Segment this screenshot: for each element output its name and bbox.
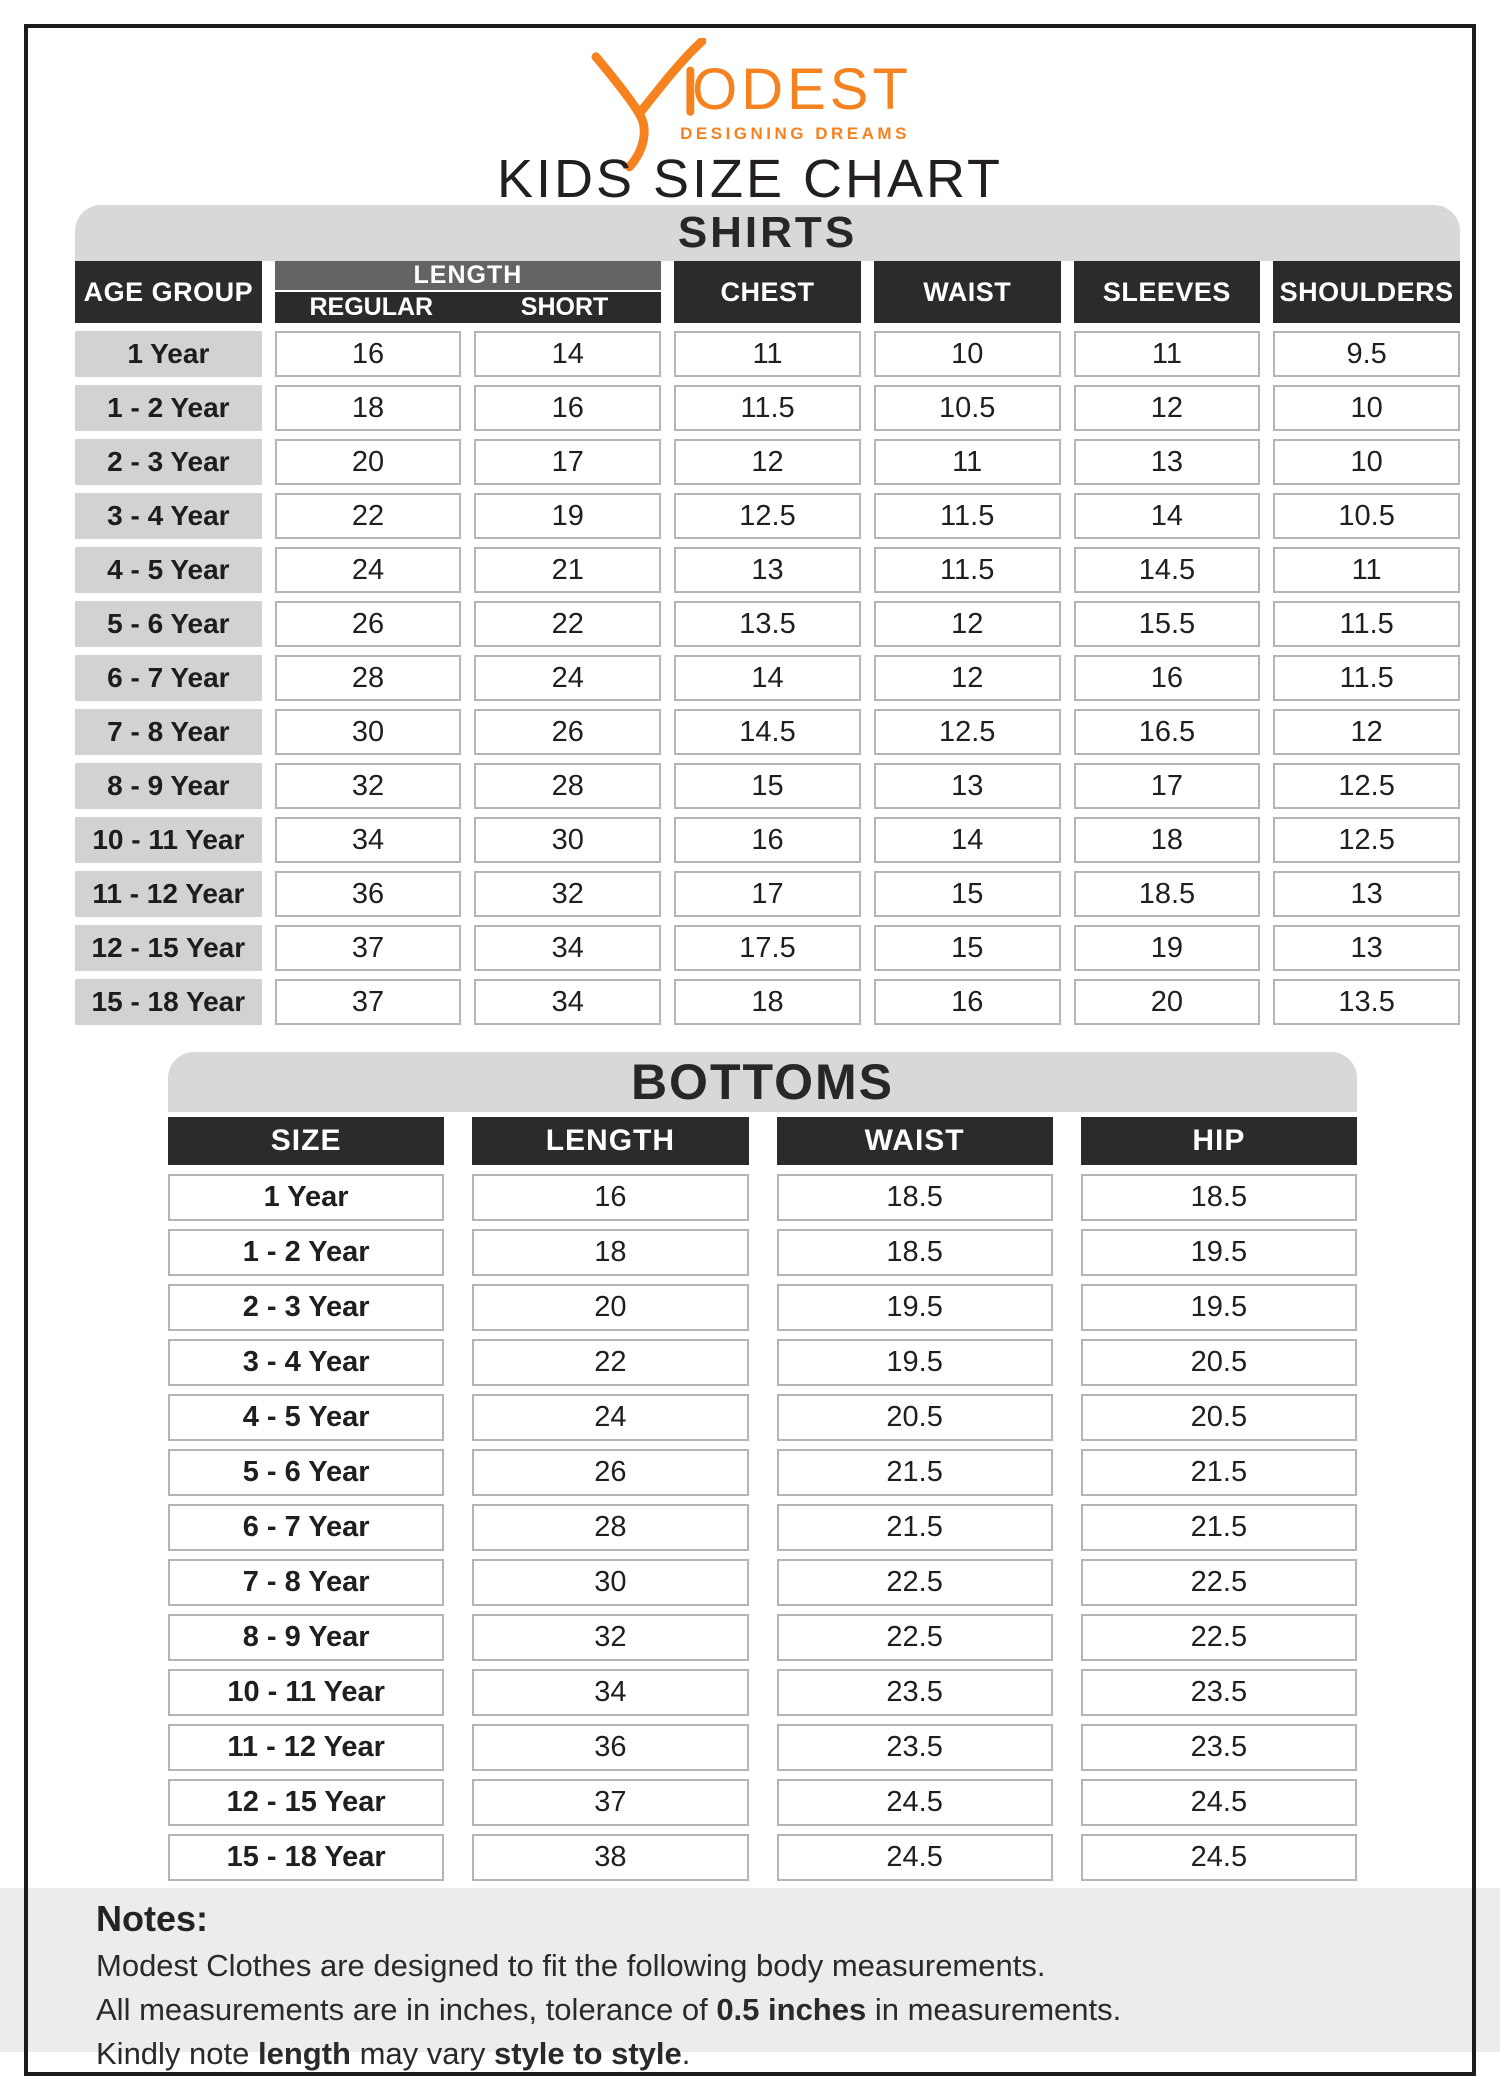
bottoms-table-row	[168, 1339, 1357, 1386]
shirts-table-row	[75, 979, 1460, 1025]
shirts-header-row	[75, 261, 1460, 323]
shirts-shoulders-cell: 13	[1273, 871, 1460, 917]
shirts-table-row	[75, 439, 1460, 485]
shirts-table-row	[75, 871, 1460, 917]
shirts-waist-cell: 15	[874, 925, 1061, 971]
shirts-waist-cell: 14	[874, 817, 1061, 863]
bottoms-size-cell: 12 - 15 Year	[168, 1779, 444, 1826]
shirts-age-cell: 6 - 7 Year	[75, 655, 262, 701]
shirts-waist-cell: 12	[874, 601, 1061, 647]
shirts-waist-cell: 10	[874, 331, 1061, 377]
shirts-shoulders-cell: 13.5	[1273, 979, 1460, 1025]
shirts-sleeves-cell: 16.5	[1074, 709, 1261, 755]
shirts-header-waist: WAIST	[874, 261, 1061, 323]
bottoms-header-row	[168, 1117, 1357, 1165]
shirts-waist-cell: 10.5	[874, 385, 1061, 431]
shirts-waist-cell: 11.5	[874, 547, 1061, 593]
bottoms-size-cell: 15 - 18 Year	[168, 1834, 444, 1881]
shirts-header-short: SHORT	[520, 293, 609, 321]
shirts-table-row	[75, 763, 1460, 809]
shirts-waist-cell: 12.5	[874, 709, 1061, 755]
bottoms-length-cell: 22	[472, 1339, 748, 1386]
shirts-age-cell: 11 - 12 Year	[75, 871, 262, 917]
bottoms-waist-cell: 22.5	[777, 1614, 1053, 1661]
bottoms-size-cell: 2 - 3 Year	[168, 1284, 444, 1331]
bottoms-waist-cell: 24.5	[777, 1834, 1053, 1881]
note-line-2-bold: 0.5 inches	[716, 1992, 867, 2028]
shirts-chest-cell: 14	[674, 655, 861, 701]
shirts-sleeves-cell: 18	[1074, 817, 1261, 863]
bottoms-hip-cell: 23.5	[1081, 1669, 1357, 1716]
shirts-sleeves-cell: 14.5	[1074, 547, 1261, 593]
shirts-header-length-group	[275, 261, 661, 323]
page-title: KIDS SIZE CHART	[496, 149, 1004, 209]
bottoms-length-cell: 28	[472, 1504, 748, 1551]
shirts-table-row	[75, 601, 1460, 647]
shirts-header-shoulders: SHOULDERS	[1273, 261, 1460, 323]
shirts-chest-cell: 13	[674, 547, 861, 593]
bottoms-waist-cell: 18.5	[777, 1174, 1053, 1221]
shirts-length-short-cell: 21	[474, 547, 661, 593]
bottoms-hip-cell: 19.5	[1081, 1284, 1357, 1331]
bottoms-header-size: SIZE	[168, 1117, 444, 1165]
shirts-sleeves-cell: 13	[1074, 439, 1261, 485]
shirts-header-chest: CHEST	[674, 261, 861, 323]
shirts-sleeves-cell: 18.5	[1074, 871, 1261, 917]
note-line-3-bold-style: style to style	[493, 2036, 682, 2072]
shirts-table	[75, 205, 1460, 1033]
bottoms-size-cell: 1 - 2 Year	[168, 1229, 444, 1276]
shirts-age-cell: 1 - 2 Year	[75, 385, 262, 431]
shirts-chest-cell: 15	[674, 763, 861, 809]
bottoms-waist-cell: 23.5	[777, 1724, 1053, 1771]
shirts-chest-cell: 12.5	[674, 493, 861, 539]
bottoms-hip-cell: 21.5	[1081, 1449, 1357, 1496]
shirts-age-cell: 2 - 3 Year	[75, 439, 262, 485]
shirts-shoulders-cell: 13	[1273, 925, 1460, 971]
shirts-age-cell: 3 - 4 Year	[75, 493, 262, 539]
shirts-length-short-cell: 26	[474, 709, 661, 755]
shirts-length-short-cell: 28	[474, 763, 661, 809]
shirts-shoulders-cell: 10	[1273, 439, 1460, 485]
shirts-age-cell: 4 - 5 Year	[75, 547, 262, 593]
notes-section	[0, 1888, 1500, 2072]
bottoms-table	[168, 1052, 1357, 1889]
shirts-waist-cell: 13	[874, 763, 1061, 809]
shirts-chest-cell: 17	[674, 871, 861, 917]
shirts-length-short-cell: 22	[474, 601, 661, 647]
shirts-waist-cell: 11.5	[874, 493, 1061, 539]
shirts-length-regular-cell: 26	[275, 601, 462, 647]
bottoms-waist-cell: 19.5	[777, 1284, 1053, 1331]
bottoms-waist-cell: 23.5	[777, 1669, 1053, 1716]
bottoms-hip-cell: 18.5	[1081, 1174, 1357, 1221]
bottoms-table-row	[168, 1559, 1357, 1606]
shirts-waist-cell: 12	[874, 655, 1061, 701]
bottoms-table-row	[168, 1284, 1357, 1331]
bottoms-hip-cell: 19.5	[1081, 1229, 1357, 1276]
note-line-2-text: All measurements are in inches, tolerance of	[96, 1992, 717, 2028]
shirts-length-regular-cell: 24	[275, 547, 462, 593]
shirts-length-short-cell: 14	[474, 331, 661, 377]
bottoms-header-length: LENGTH	[472, 1117, 748, 1165]
shirts-sleeves-cell: 20	[1074, 979, 1261, 1025]
shirts-sleeves-cell: 15.5	[1074, 601, 1261, 647]
note-line-3	[96, 2032, 1500, 2076]
shirts-shoulders-cell: 11.5	[1273, 601, 1460, 647]
bottoms-waist-cell: 20.5	[777, 1394, 1053, 1441]
bottoms-hip-cell: 23.5	[1081, 1724, 1357, 1771]
shirts-shoulders-cell: 10.5	[1273, 493, 1460, 539]
shirts-chest-cell: 12	[674, 439, 861, 485]
bottoms-hip-cell: 20.5	[1081, 1339, 1357, 1386]
shirts-age-cell: 7 - 8 Year	[75, 709, 262, 755]
shirts-shoulders-cell: 10	[1273, 385, 1460, 431]
bottoms-length-cell: 34	[472, 1669, 748, 1716]
shirts-age-cell: 5 - 6 Year	[75, 601, 262, 647]
shirts-header-regular: REGULAR	[309, 293, 434, 321]
shirts-table-row	[75, 709, 1460, 755]
shirts-length-short-cell: 32	[474, 871, 661, 917]
shirts-length-regular-cell: 32	[275, 763, 462, 809]
shirts-chest-cell: 11	[674, 331, 861, 377]
bottoms-size-cell: 1 Year	[168, 1174, 444, 1221]
shirts-age-cell: 10 - 11 Year	[75, 817, 262, 863]
bottoms-table-row	[168, 1779, 1357, 1826]
shirts-shoulders-cell: 11.5	[1273, 655, 1460, 701]
shirts-length-short-cell: 17	[474, 439, 661, 485]
shirts-table-row	[75, 493, 1460, 539]
shirts-length-short-cell: 16	[474, 385, 661, 431]
note-line-2-tail: in measurements.	[866, 1992, 1122, 2028]
shirts-section-title: SHIRTS	[75, 205, 1460, 261]
brand-text: ODEST	[692, 57, 912, 122]
shirts-age-cell: 12 - 15 Year	[75, 925, 262, 971]
bottoms-waist-cell: 21.5	[777, 1504, 1053, 1551]
bottoms-header-waist: WAIST	[777, 1117, 1053, 1165]
shirts-length-short-cell: 24	[474, 655, 661, 701]
bottoms-header-hip: HIP	[1081, 1117, 1357, 1165]
shirts-header-age-group: AGE GROUP	[75, 261, 262, 323]
bottoms-length-cell: 30	[472, 1559, 748, 1606]
bottoms-size-cell: 6 - 7 Year	[168, 1504, 444, 1551]
bottoms-length-cell: 20	[472, 1284, 748, 1331]
shirts-header-length-sub	[275, 292, 661, 323]
bottoms-table-row	[168, 1614, 1357, 1661]
shirts-length-short-cell: 34	[474, 979, 661, 1025]
shirts-shoulders-cell: 11	[1273, 547, 1460, 593]
bottoms-table-row	[168, 1449, 1357, 1496]
shirts-waist-cell: 15	[874, 871, 1061, 917]
bottoms-table-row	[168, 1724, 1357, 1771]
bottoms-rows	[168, 1174, 1357, 1881]
shirts-length-regular-cell: 22	[275, 493, 462, 539]
shirts-waist-cell: 16	[874, 979, 1061, 1025]
shirts-header-sleeves: SLEEVES	[1074, 261, 1261, 323]
bottoms-table-row	[168, 1394, 1357, 1441]
bottoms-section-title: BOTTOMS	[168, 1052, 1357, 1112]
shirts-table-row	[75, 817, 1460, 863]
shirts-shoulders-cell: 12.5	[1273, 763, 1460, 809]
shirts-shoulders-cell: 12	[1273, 709, 1460, 755]
shirts-age-cell: 8 - 9 Year	[75, 763, 262, 809]
shirts-length-regular-cell: 36	[275, 871, 462, 917]
bottoms-length-cell: 32	[472, 1614, 748, 1661]
brand-tagline: DESIGNING DREAMS	[680, 124, 910, 143]
shirts-length-short-cell: 30	[474, 817, 661, 863]
bottoms-hip-cell: 24.5	[1081, 1834, 1357, 1881]
shirts-chest-cell: 11.5	[674, 385, 861, 431]
shirts-age-cell: 1 Year	[75, 331, 262, 377]
bottoms-size-cell: 8 - 9 Year	[168, 1614, 444, 1661]
shirts-table-row	[75, 385, 1460, 431]
bottoms-table-row	[168, 1504, 1357, 1551]
bottoms-length-cell: 18	[472, 1229, 748, 1276]
note-line-2	[96, 1988, 1500, 2032]
bottoms-length-cell: 36	[472, 1724, 748, 1771]
notes-heading: Notes:	[96, 1898, 209, 1939]
shirts-length-regular-cell: 37	[275, 979, 462, 1025]
shirts-age-cell: 15 - 18 Year	[75, 979, 262, 1025]
note-line-3-text: Kindly note	[96, 2036, 258, 2072]
shirts-length-regular-cell: 20	[275, 439, 462, 485]
bottoms-size-cell: 10 - 11 Year	[168, 1669, 444, 1716]
shirts-sleeves-cell: 12	[1074, 385, 1261, 431]
note-line-3-bold-length: length	[258, 2036, 351, 2072]
shirts-length-regular-cell: 28	[275, 655, 462, 701]
shirts-sleeves-cell: 16	[1074, 655, 1261, 701]
shirts-table-row	[75, 655, 1460, 701]
note-line-3-mid: may vary	[351, 2036, 494, 2072]
shirts-length-short-cell: 34	[474, 925, 661, 971]
shirts-length-regular-cell: 34	[275, 817, 462, 863]
bottoms-waist-cell: 22.5	[777, 1559, 1053, 1606]
shirts-chest-cell: 16	[674, 817, 861, 863]
shirts-length-regular-cell: 18	[275, 385, 462, 431]
shirts-rows	[75, 331, 1460, 1025]
bottoms-waist-cell: 24.5	[777, 1779, 1053, 1826]
bottoms-hip-cell: 22.5	[1081, 1559, 1357, 1606]
bottoms-table-row	[168, 1834, 1357, 1881]
bottoms-size-cell: 11 - 12 Year	[168, 1724, 444, 1771]
shirts-waist-cell: 11	[874, 439, 1061, 485]
bottoms-hip-cell: 24.5	[1081, 1779, 1357, 1826]
bottoms-length-cell: 37	[472, 1779, 748, 1826]
shirts-chest-cell: 17.5	[674, 925, 861, 971]
shirts-shoulders-cell: 12.5	[1273, 817, 1460, 863]
bottoms-hip-cell: 21.5	[1081, 1504, 1357, 1551]
bottoms-size-cell: 4 - 5 Year	[168, 1394, 444, 1441]
bottoms-waist-cell: 18.5	[777, 1229, 1053, 1276]
shirts-length-regular-cell: 16	[275, 331, 462, 377]
shirts-chest-cell: 18	[674, 979, 861, 1025]
shirts-length-regular-cell: 30	[275, 709, 462, 755]
shirts-length-regular-cell: 37	[275, 925, 462, 971]
bottoms-table-row	[168, 1229, 1357, 1276]
shirts-chest-cell: 13.5	[674, 601, 861, 647]
bottoms-hip-cell: 20.5	[1081, 1394, 1357, 1441]
bottoms-length-cell: 24	[472, 1394, 748, 1441]
bottoms-size-cell: 7 - 8 Year	[168, 1559, 444, 1606]
bottoms-length-cell: 38	[472, 1834, 748, 1881]
shirts-sleeves-cell: 17	[1074, 763, 1261, 809]
shirts-sleeves-cell: 19	[1074, 925, 1261, 971]
shirts-table-row	[75, 925, 1460, 971]
shirts-sleeves-cell: 11	[1074, 331, 1261, 377]
bottoms-size-cell: 5 - 6 Year	[168, 1449, 444, 1496]
shirts-chest-cell: 14.5	[674, 709, 861, 755]
bottoms-table-row	[168, 1174, 1357, 1221]
shirts-shoulders-cell: 9.5	[1273, 331, 1460, 377]
shirts-table-row	[75, 547, 1460, 593]
shirts-table-row	[75, 331, 1460, 377]
shirts-sleeves-cell: 14	[1074, 493, 1261, 539]
bottoms-hip-cell: 22.5	[1081, 1614, 1357, 1661]
shirts-length-short-cell: 19	[474, 493, 661, 539]
bottoms-waist-cell: 21.5	[777, 1449, 1053, 1496]
note-line-3-tail: .	[681, 2036, 691, 2072]
shirts-header-length: LENGTH	[275, 261, 661, 290]
bottoms-length-cell: 26	[472, 1449, 748, 1496]
bottoms-table-row	[168, 1669, 1357, 1716]
bottoms-length-cell: 16	[472, 1174, 748, 1221]
bottoms-size-cell: 3 - 4 Year	[168, 1339, 444, 1386]
note-line-1: Modest Clothes are designed to fit the following body measurements.	[96, 1948, 1046, 1983]
bottoms-waist-cell: 19.5	[777, 1339, 1053, 1386]
